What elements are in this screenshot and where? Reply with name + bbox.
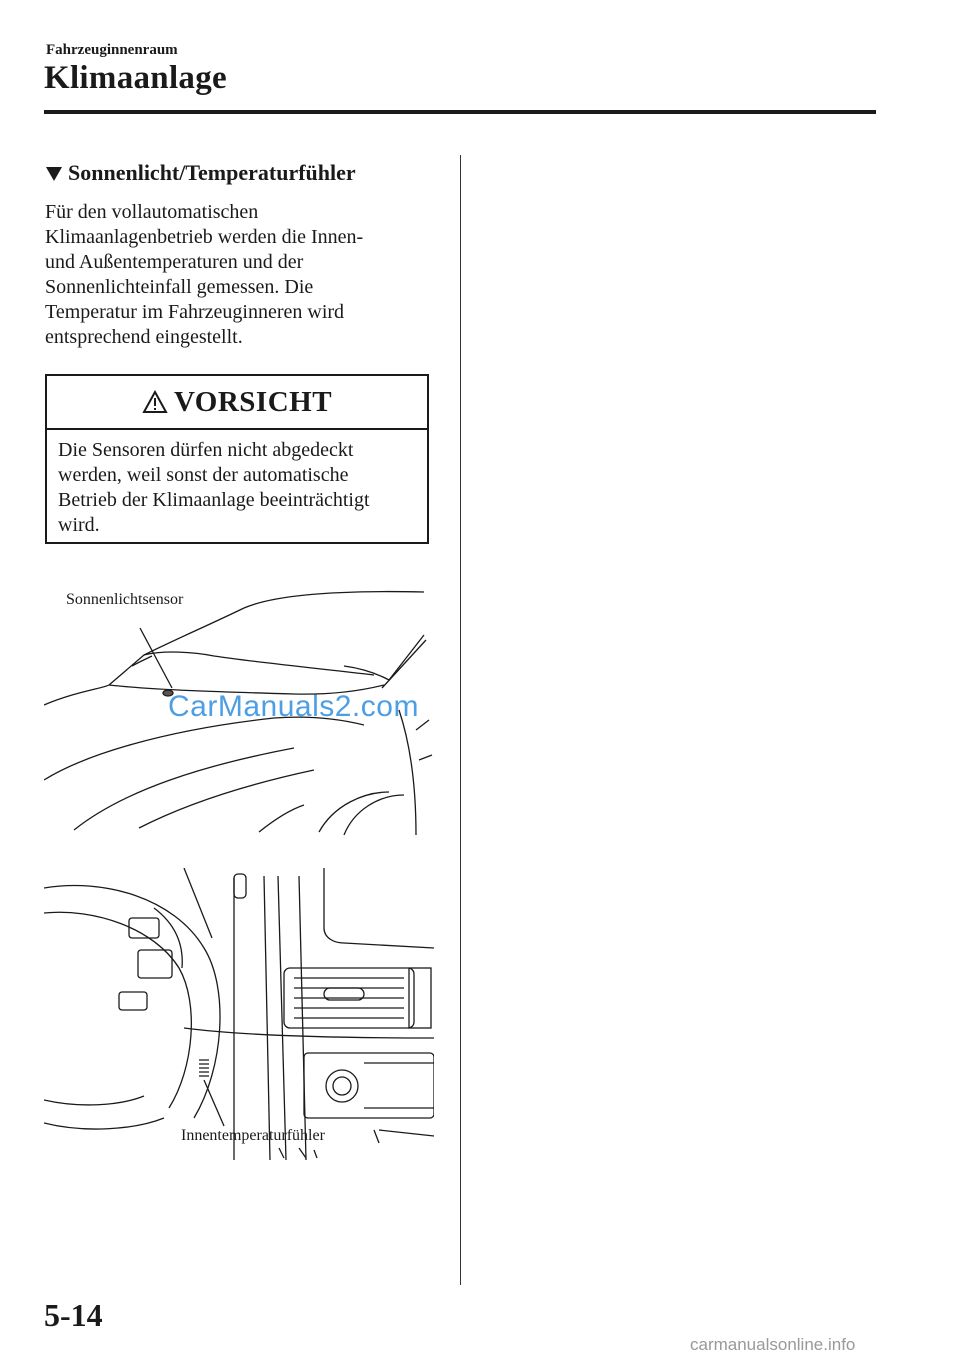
- warning-triangle-icon: [142, 390, 168, 414]
- caution-text: Die Sensoren dürfen nicht abgedeckt werden, weil sonst der automatische Betrieb der Klimaanlage beeinträchtigt wird.: [58, 439, 370, 536]
- section-body: Für den vollautomatischen Klimaanlagenbetrieb werden die Innen- und Außentemperaturen und der Sonnenlichteinfall gemessen. Die Temperatur im Fahrzeuginneren wird entsprechend eingestellt.: [45, 201, 364, 348]
- watermark-text: CarManuals2.com: [168, 690, 419, 723]
- section-heading-text: Sonnenlicht/Temperaturfühler: [68, 160, 356, 185]
- interior-sensor-illustration: [44, 868, 434, 1160]
- caution-box: [45, 374, 429, 544]
- footer-watermark: carmanualsonline.info: [690, 1335, 856, 1354]
- caution-header: [47, 376, 427, 430]
- interior-sensor-label: Innentemperaturfühler: [181, 1127, 325, 1144]
- title-rule: [44, 110, 876, 114]
- page-number: 5-14: [44, 1297, 103, 1333]
- column-divider: [460, 155, 461, 1285]
- section-heading: [46, 160, 356, 186]
- caution-heading: VORSICHT: [173, 385, 333, 418]
- sun-sensor-label: Sonnenlichtsensor: [66, 591, 184, 608]
- page-title: Klimaanlage: [44, 60, 227, 96]
- chapter-label: Fahrzeuginnenraum: [46, 42, 178, 58]
- triangle-down-icon: [46, 167, 62, 181]
